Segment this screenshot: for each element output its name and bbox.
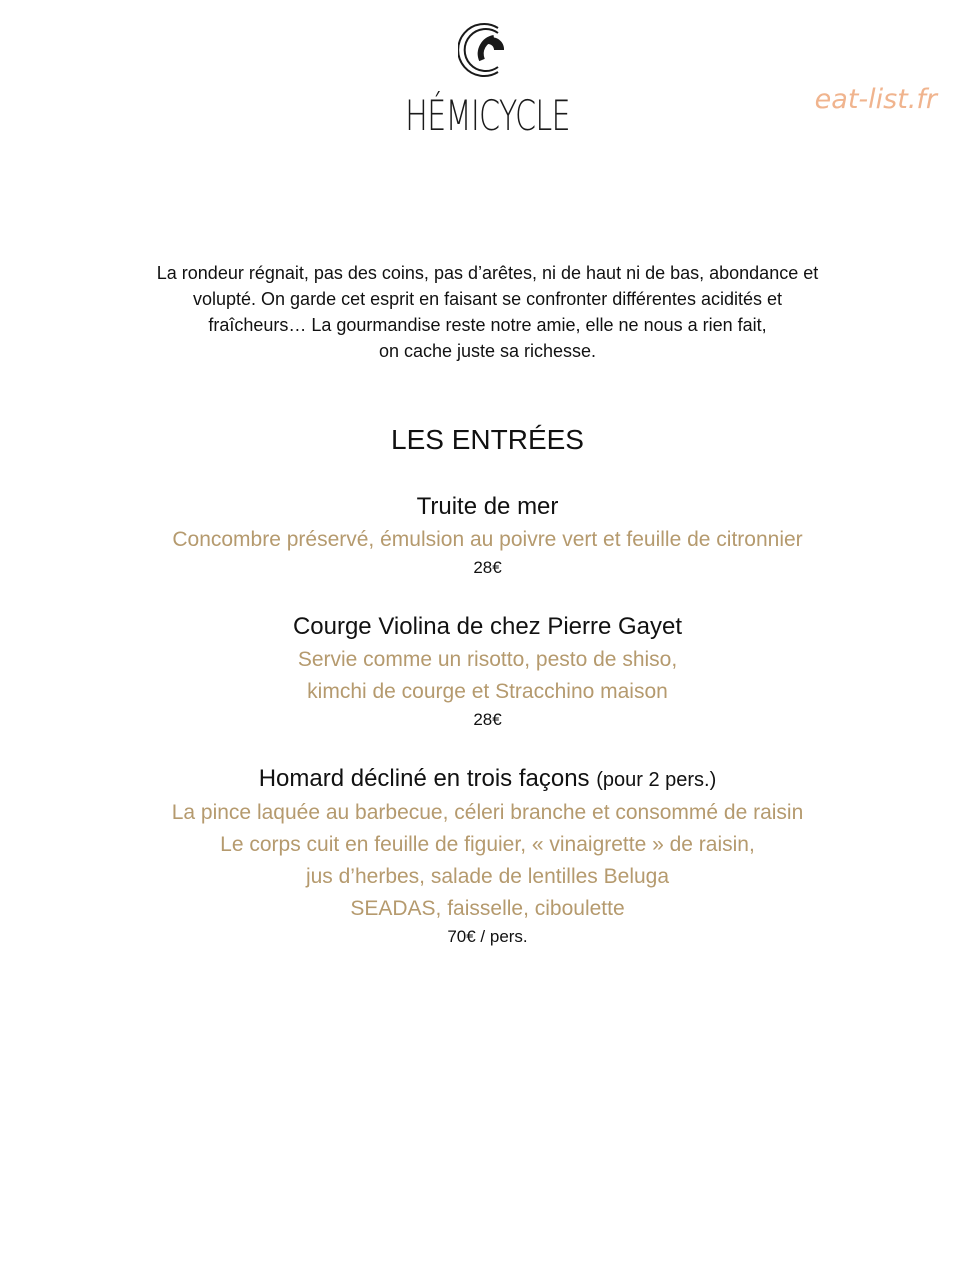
menu-item: [0, 610, 975, 732]
intro-line: on cache juste sa richesse.: [378, 341, 597, 361]
menu-item-title: Courge Violina de chez Pierre Gayet: [292, 613, 683, 640]
menu-item-name: [0, 762, 975, 797]
menu-items: [0, 490, 975, 979]
description-line: kimchi de courge et Stracchino maison: [307, 680, 668, 703]
description-line: Servie comme un risotto, pesto de shiso,: [297, 648, 678, 671]
menu-item: [0, 762, 975, 949]
menu-item-name: [0, 490, 975, 524]
watermark: eat-list.fr: [814, 84, 937, 115]
menu-item-note: (pour 2 pers.): [596, 769, 717, 791]
intro-line: volupté. On garde cet esprit en faisant se confronter différentes acidités et: [192, 289, 782, 309]
menu-item-description: [0, 797, 975, 925]
description-line: SEADAS, faisselle, ciboulette: [350, 897, 625, 920]
menu-item-description: [0, 524, 975, 556]
intro-text: [90, 260, 885, 364]
menu-item-title: Truite de mer: [416, 493, 559, 520]
description-line: Le corps cuit en feuille de figuier, « vinaigrette » de raisin,: [220, 833, 755, 856]
menu-item-name: [0, 610, 975, 644]
description-line: jus d’herbes, salade de lentilles Beluga: [305, 865, 670, 888]
menu-item-price: 28€: [473, 558, 502, 577]
menu-item-title: Homard décliné en trois façons: [258, 765, 590, 792]
intro-line: La rondeur régnait, pas des coins, pas d’arêtes, ni de haut ni de bas, abondance et: [156, 263, 819, 283]
section-title: LES ENTRÉES: [391, 424, 584, 455]
restaurant-name: HÉMICYCLE: [405, 91, 570, 140]
hemicycle-arc-icon: [458, 20, 518, 80]
description-line: Concombre préservé, émulsion au poivre vert et feuille de citronnier: [172, 528, 803, 551]
restaurant-logo: [0, 20, 975, 140]
menu-item-price: 28€: [473, 710, 502, 729]
intro-line: fraîcheurs… La gourmandise reste notre amie, elle ne nous a rien fait,: [208, 315, 767, 335]
description-line: La pince laquée au barbecue, céleri branche et consommé de raisin: [171, 801, 804, 824]
menu-item-price: 70€ / pers.: [447, 927, 528, 946]
menu-item-description: [0, 644, 975, 708]
menu-item: [0, 490, 975, 580]
